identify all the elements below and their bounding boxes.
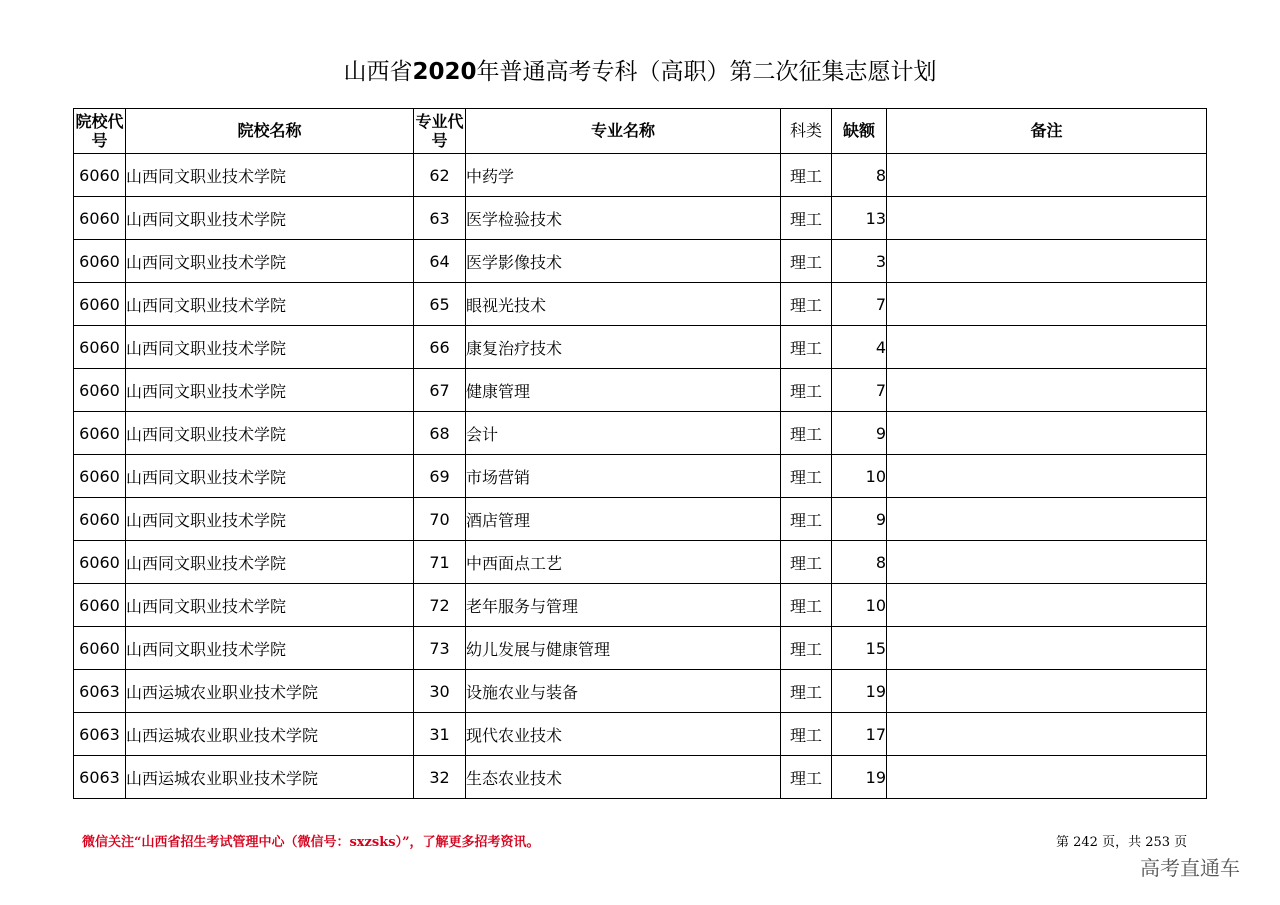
header-school-name: 院校名称 (126, 109, 414, 154)
wechat-follow-note: 微信关注“山西省招生考试管理中心（微信号：sxzsks）”，了解更多招考资讯。 (82, 835, 540, 850)
cell-major-code: 65 (414, 283, 466, 326)
cell-remark (887, 369, 1207, 412)
cell-school-code: 6063 (74, 713, 126, 756)
cell-major-name: 生态农业技术 (466, 756, 781, 799)
cell-major-name: 会计 (466, 412, 781, 455)
header-major-name: 专业名称 (466, 109, 781, 154)
cell-major-code: 73 (414, 627, 466, 670)
header-category: 科类 (781, 109, 832, 154)
cell-major-code: 68 (414, 412, 466, 455)
title-prefix: 山西省 (343, 59, 413, 85)
cell-major-code: 62 (414, 154, 466, 197)
cell-category: 理工 (781, 713, 832, 756)
cell-school-name: 山西运城农业职业技术学院 (126, 756, 414, 799)
cell-major-name: 老年服务与管理 (466, 584, 781, 627)
cell-school-code: 6060 (74, 283, 126, 326)
cell-category: 理工 (781, 541, 832, 584)
title-year: 2020 (412, 59, 477, 85)
cell-major-code: 71 (414, 541, 466, 584)
cell-remark (887, 240, 1207, 283)
cell-school-code: 6063 (74, 670, 126, 713)
cell-quota: 9 (832, 412, 887, 455)
cell-major-name: 眼视光技术 (466, 283, 781, 326)
table-row (74, 283, 1207, 326)
cell-major-code: 63 (414, 197, 466, 240)
cell-school-code: 6060 (74, 498, 126, 541)
cell-category: 理工 (781, 326, 832, 369)
cell-quota: 17 (832, 713, 887, 756)
enrollment-plan-table (73, 108, 1207, 799)
table-header-row (74, 109, 1207, 154)
page-title (0, 56, 1280, 88)
cell-school-code: 6060 (74, 240, 126, 283)
cell-major-name: 健康管理 (466, 369, 781, 412)
cell-remark (887, 541, 1207, 584)
header-remark: 备注 (887, 109, 1207, 154)
cell-quota: 10 (832, 455, 887, 498)
cell-school-name: 山西同文职业技术学院 (126, 240, 414, 283)
cell-remark (887, 455, 1207, 498)
cell-major-name: 幼儿发展与健康管理 (466, 627, 781, 670)
cell-school-name: 山西同文职业技术学院 (126, 197, 414, 240)
cell-quota: 7 (832, 369, 887, 412)
cell-quota: 3 (832, 240, 887, 283)
cell-quota: 10 (832, 584, 887, 627)
cell-school-code: 6060 (74, 455, 126, 498)
cell-remark (887, 584, 1207, 627)
page-number: 第 242 页，共 253 页 (1056, 835, 1188, 850)
cell-remark (887, 197, 1207, 240)
cell-major-code: 64 (414, 240, 466, 283)
cell-major-name: 医学影像技术 (466, 240, 781, 283)
table-row (74, 326, 1207, 369)
cell-remark (887, 670, 1207, 713)
table-row (74, 584, 1207, 627)
table-row (74, 197, 1207, 240)
cell-school-code: 6060 (74, 197, 126, 240)
cell-remark (887, 154, 1207, 197)
cell-school-code: 6063 (74, 756, 126, 799)
cell-major-name: 中药学 (466, 154, 781, 197)
cell-remark (887, 627, 1207, 670)
cell-remark (887, 326, 1207, 369)
cell-remark (887, 756, 1207, 799)
cell-category: 理工 (781, 627, 832, 670)
table-row (74, 670, 1207, 713)
cell-remark (887, 283, 1207, 326)
cell-school-name: 山西同文职业技术学院 (126, 154, 414, 197)
cell-school-code: 6060 (74, 541, 126, 584)
cell-category: 理工 (781, 369, 832, 412)
cell-major-name: 设施农业与装备 (466, 670, 781, 713)
cell-major-code: 66 (414, 326, 466, 369)
cell-school-name: 山西同文职业技术学院 (126, 412, 414, 455)
cell-school-code: 6060 (74, 154, 126, 197)
cell-school-name: 山西同文职业技术学院 (126, 326, 414, 369)
table-body (74, 154, 1207, 799)
cell-major-name: 康复治疗技术 (466, 326, 781, 369)
cell-category: 理工 (781, 455, 832, 498)
header-school-code: 院校代号 (74, 109, 126, 154)
cell-major-code: 67 (414, 369, 466, 412)
title-suffix: 年普通高考专科（高职）第二次征集志愿计划 (476, 59, 937, 85)
cell-category: 理工 (781, 197, 832, 240)
cell-category: 理工 (781, 154, 832, 197)
cell-quota: 13 (832, 197, 887, 240)
cell-major-name: 现代农业技术 (466, 713, 781, 756)
cell-quota: 4 (832, 326, 887, 369)
cell-major-code: 30 (414, 670, 466, 713)
cell-school-code: 6060 (74, 627, 126, 670)
table-row (74, 240, 1207, 283)
cell-school-name: 山西同文职业技术学院 (126, 369, 414, 412)
cell-remark (887, 498, 1207, 541)
cell-quota: 19 (832, 670, 887, 713)
cell-major-code: 69 (414, 455, 466, 498)
cell-quota: 8 (832, 541, 887, 584)
table-row (74, 369, 1207, 412)
table-row (74, 154, 1207, 197)
cell-quota: 9 (832, 498, 887, 541)
cell-quota: 8 (832, 154, 887, 197)
cell-category: 理工 (781, 756, 832, 799)
cell-major-name: 中西面点工艺 (466, 541, 781, 584)
cell-major-code: 72 (414, 584, 466, 627)
cell-major-name: 市场营销 (466, 455, 781, 498)
table-row (74, 455, 1207, 498)
cell-school-code: 6060 (74, 326, 126, 369)
cell-school-name: 山西运城农业职业技术学院 (126, 713, 414, 756)
table-row (74, 627, 1207, 670)
cell-school-name: 山西同文职业技术学院 (126, 541, 414, 584)
table-row (74, 412, 1207, 455)
cell-major-name: 医学检验技术 (466, 197, 781, 240)
table-row (74, 498, 1207, 541)
cell-category: 理工 (781, 412, 832, 455)
cell-category: 理工 (781, 240, 832, 283)
cell-school-code: 6060 (74, 369, 126, 412)
cell-category: 理工 (781, 670, 832, 713)
cell-remark (887, 412, 1207, 455)
cell-quota: 15 (832, 627, 887, 670)
cell-school-name: 山西同文职业技术学院 (126, 283, 414, 326)
cell-school-name: 山西运城农业职业技术学院 (126, 670, 414, 713)
cell-quota: 19 (832, 756, 887, 799)
cell-school-name: 山西同文职业技术学院 (126, 498, 414, 541)
cell-school-name: 山西同文职业技术学院 (126, 627, 414, 670)
cell-category: 理工 (781, 498, 832, 541)
table-row (74, 541, 1207, 584)
watermark-text: 高考直通车 (1140, 856, 1240, 880)
cell-category: 理工 (781, 584, 832, 627)
cell-major-code: 32 (414, 756, 466, 799)
header-major-code: 专业代号 (414, 109, 466, 154)
table-row (74, 713, 1207, 756)
cell-school-code: 6060 (74, 584, 126, 627)
cell-school-code: 6060 (74, 412, 126, 455)
table-row (74, 756, 1207, 799)
cell-major-code: 70 (414, 498, 466, 541)
header-quota: 缺额 (832, 109, 887, 154)
cell-major-code: 31 (414, 713, 466, 756)
cell-school-name: 山西同文职业技术学院 (126, 584, 414, 627)
cell-quota: 7 (832, 283, 887, 326)
cell-school-name: 山西同文职业技术学院 (126, 455, 414, 498)
cell-category: 理工 (781, 283, 832, 326)
cell-remark (887, 713, 1207, 756)
cell-major-name: 酒店管理 (466, 498, 781, 541)
